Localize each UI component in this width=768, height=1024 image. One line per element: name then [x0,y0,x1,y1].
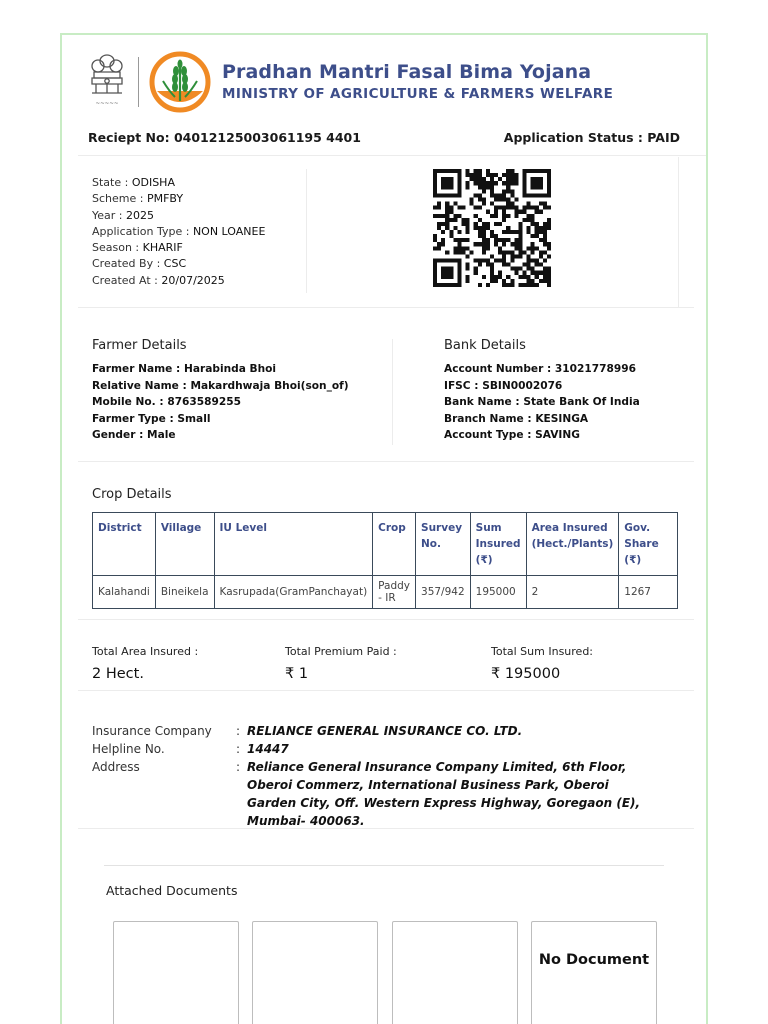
bank-details-title: Bank Details [444,338,526,353]
farmer-type: Farmer Type : Small [92,412,211,425]
column-header: Village [155,513,214,576]
insurance-company-label: Insurance Company [92,724,212,738]
colon: : [236,742,241,756]
table-cell: 2 [526,576,619,609]
qr-code-icon[interactable] [429,169,555,287]
created-at-value: 20/07/2025 [161,273,225,287]
insurance-company-value: RELIANCE GENERAL INSURANCE CO. LTD. [247,724,523,738]
receipt-page [60,33,708,1024]
relative-name: Relative Name : Makardhwaja Bhoi(son_of) [92,379,349,392]
application-status: Application Status : PAID [503,130,680,145]
application-type-value: NON LOANEE [192,224,266,238]
divider [78,461,694,462]
table-cell: Paddy - IR [373,576,416,609]
address-value: Reliance General Insurance Company Limited, 6th Floor, Oberoi Commerz, International Business Park, Oberoi Garden City, Off. Western Express Highway, Goregaon (E), Mumbai- 400063. [247,760,641,828]
total-sum-value: ₹ 195000 [491,666,561,682]
state-value: ODISHA [131,176,175,189]
table-cell: 195000 [470,576,526,609]
table-cell: 357/942 [416,576,471,609]
total-area-value: 2 Hect. [92,666,144,682]
scheme-value: PMFBY [146,192,184,206]
divider [104,865,664,866]
colon: : [236,760,241,774]
table-row [93,576,678,609]
season-value: KHARIF [142,241,183,255]
divider [78,828,694,829]
divider [78,155,708,156]
divider [392,339,393,445]
header-subtitle: MINISTRY OF AGRICULTURE & FARMERS WELFARE [222,86,614,102]
farmer-name: Farmer Name : Harabinda Bhoi [92,363,277,375]
column-header: Survey No. [416,513,471,576]
header-title: Pradhan Mantri Fasal Bima Yojana [222,61,592,83]
year-row: Year : 2025 [92,208,154,222]
bank-name: Bank Name : State Bank Of India [444,396,640,409]
helpline-value[interactable]: 14447 [247,742,289,756]
account-type: Account Type : SAVING [444,429,580,442]
application-type-row: Application Type : NON LOANEE [92,224,266,238]
crop-table [92,512,678,609]
header [86,51,686,115]
document-thumbnail[interactable] [252,921,378,1024]
ifsc-code: IFSC : SBIN0002076 [444,379,563,392]
total-premium-value: ₹ 1 [285,666,309,682]
national-emblem-icon [86,51,128,109]
table-cell: Kasrupada(GramPanchayat) [214,576,373,609]
crop-details-title: Crop Details [92,487,172,502]
table-cell: 1267 [619,576,678,609]
colon: : [236,724,241,738]
bank-details [444,361,640,444]
gender: Gender : Male [92,429,176,442]
account-number: Account Number : 31021778996 [444,363,637,375]
crop-table-container[interactable] [92,512,678,612]
season-row: Season : KHARIF [92,241,183,255]
table-header-row [93,513,678,576]
application-info [92,175,265,289]
created-by-row: Created By : CSC [92,257,187,271]
total-premium-label: Total Premium Paid : [285,645,397,658]
branch-name: Branch Name : KESINGA [444,412,589,425]
divider [678,157,679,307]
divider [78,307,694,308]
column-header: Crop [373,513,416,576]
receipt-number: Reciept No: 04012125003061195 4401 [88,130,361,145]
divider [306,169,307,293]
state-row: State : ODISHA [92,176,175,189]
document-thumbnail[interactable] [531,921,657,1024]
column-header: IU Level [214,513,373,576]
divider [78,690,694,691]
scheme-row: Scheme : PMFBY [92,192,184,206]
address-label: Address [92,760,140,774]
column-header: Sum Insured (₹) [470,513,526,576]
no-document-label: No Document [538,952,650,968]
header-divider [138,57,139,107]
year-value: 2025 [126,208,154,222]
pmfby-logo-icon [149,51,211,113]
mobile-number: Mobile No. : 8763589255 [92,396,242,409]
created-by-value: CSC [163,257,187,271]
column-header: Area Insured (Hect./Plants) [526,513,619,576]
farmer-details [92,361,349,444]
divider [78,619,694,620]
total-area-label: Total Area Insured : [92,645,199,658]
farmer-details-title: Farmer Details [92,338,187,353]
document-thumbnail[interactable] [113,921,239,1024]
column-header: District [93,513,156,576]
column-header: Gov. Share (₹) [619,513,678,576]
total-sum-label: Total Sum Insured: [491,645,594,658]
table-cell: Kalahandi [93,576,156,609]
table-cell: Bineikela [155,576,214,609]
document-thumbnail[interactable] [392,921,518,1024]
created-at-row: Created At : 20/07/2025 [92,273,225,287]
svg-text:~~~~~: ~~~~~ [95,101,119,107]
helpline-label: Helpline No. [92,742,165,756]
attached-documents-title: Attached Documents [106,883,238,898]
